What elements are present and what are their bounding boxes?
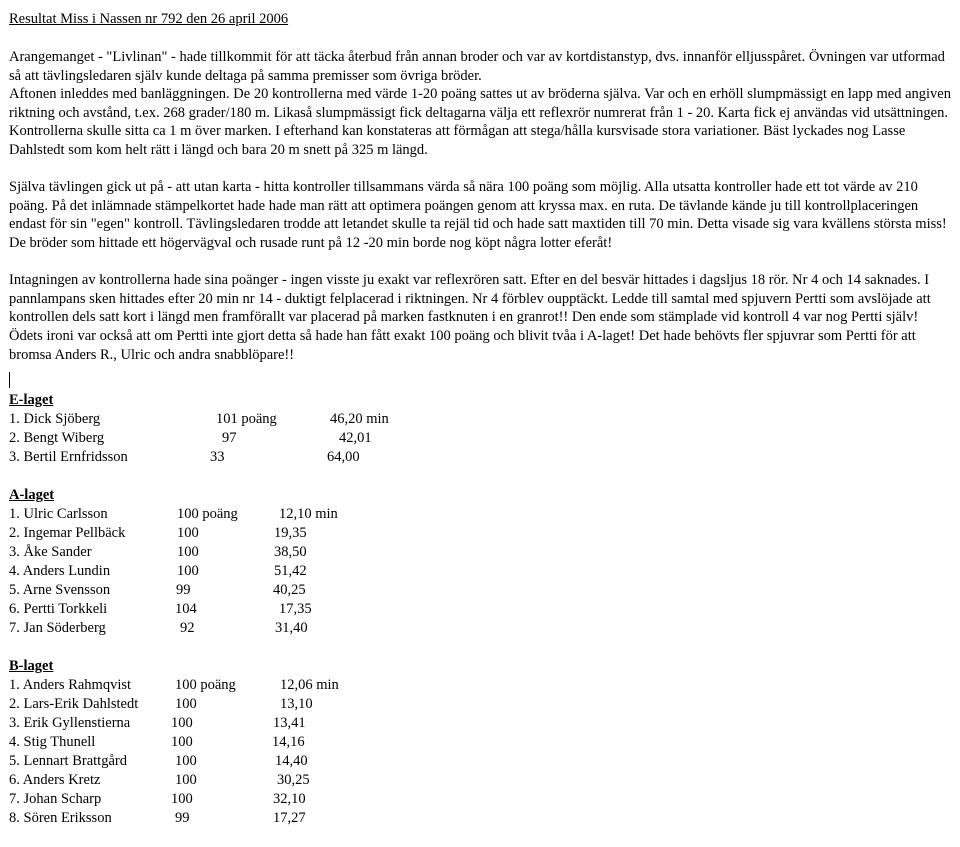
result-time: 12,06 min [280, 677, 339, 693]
result-time: 12,10 min [279, 506, 338, 522]
result-points: 100 poäng [175, 677, 236, 693]
result-name: 6. Pertti Torkkeli [9, 601, 108, 617]
result-time: 19,35 [274, 525, 307, 541]
paragraph-arrangement [9, 48, 953, 160]
result-points: 100 [171, 791, 193, 807]
result-name: 3. Åke Sander [9, 544, 92, 560]
result-points: 100 poäng [177, 506, 238, 522]
paragraph-collection [9, 271, 953, 364]
paragraph-sentence: Arangemanget - "Livlinan" - hade tillkommit för att täcka återbud från annan broder och var av kortdistanstyp, dvs. innanför elljusspåret. Övningen var utformad så att tävlingsledaren själv kunde deltaga på samma premisser som övriga bröder. [9, 49, 945, 84]
result-name: 6. Anders Kretz [9, 772, 101, 788]
text-cursor [9, 372, 10, 388]
result-name: 3. Erik Gyllenstierna [9, 715, 131, 731]
result-name: 2. Lars-Erik Dahlstedt [9, 696, 139, 712]
result-name: 1. Anders Rahmqvist [9, 677, 132, 693]
result-points: 100 [171, 715, 193, 731]
result-points: 92 [180, 620, 195, 636]
result-time: 31,40 [275, 620, 308, 636]
result-name: 1. Ulric Carlsson [9, 506, 108, 522]
result-points: 101 poäng [216, 411, 277, 427]
result-time: 64,00 [327, 449, 360, 465]
result-points: 99 [175, 810, 190, 826]
result-points: 100 [177, 544, 199, 560]
result-points: 97 [222, 430, 237, 446]
result-name: 7. Jan Söderberg [9, 620, 106, 636]
result-time: 17,27 [273, 810, 306, 826]
team-heading-b: B-laget [9, 658, 54, 674]
result-time: 13,41 [273, 715, 306, 731]
result-points: 100 [175, 753, 197, 769]
result-time: 14,16 [272, 734, 305, 750]
result-name: 2. Bengt Wiberg [9, 430, 105, 446]
paragraph-sentence: Aftonen inleddes med banläggningen. De 20 kontrollerna med värde 1-20 poäng sattes ut av bröderna själva. Var och en erhöll slumpmässigt en lapp med angiven riktning och avstånd, t.ex. 268 grader/180 m. Likaså slumpmässigt fick deltagarna välja ett reflexrör numrerat från 1 - 20. Karta fick ej användas vid utsättningen. Kontrollerna skulle sitta ca 1 m över marken. I efterhand kan konstateras att förmågan att stega/hålla kursvisade stora variationer. Bäst lyckades nog Lasse Dahlstedt som kom helt rätt i längd och bara 20 m snett på 325 m längd. [9, 86, 951, 158]
result-time: 42,01 [339, 430, 372, 446]
result-name: 4. Anders Lundin [9, 563, 111, 579]
team-heading-e: E-laget [9, 392, 54, 408]
result-time: 46,20 min [330, 411, 389, 427]
result-time: 32,10 [273, 791, 306, 807]
result-time: 14,40 [275, 753, 308, 769]
paragraph-sentence: Intagningen av kontrollerna hade sina poänger - ingen visste ju exakt var reflexrören satt. Efter en del besvär hittades i dagsljus 18 rör. Nr 4 och 14 saknades. I pannlampans sken hittades efter 20 min nr 14 - duktigt felplacerad i riktningen. Nr 4 förblev oupptäckt. Ledde till samtal med spjuvern Pertti som avslöjade att kontrollen dels satt kort i längd men framförallt var placerad på marken fastknuten i en granrot!! Den ende som stämplade vid kontroll 4 var nog Pertti själv! Ödets ironi var också att om Pertti inte gjort detta så hade han fått exakt 100 poäng och blivit tvåa i A-laget! Det hade behövts fler spjuvrar som Pertti för att bromsa Anders R., Ulric och andra snabblöpare!! [9, 272, 931, 363]
document-title: Resultat Miss i Nassen nr 792 den 26 april 2006 [9, 11, 289, 27]
result-time: 13,10 [280, 696, 313, 712]
paragraph-competition [9, 178, 953, 252]
result-time: 38,50 [274, 544, 307, 560]
result-name: 1. Dick Sjöberg [9, 411, 101, 427]
result-points: 100 [175, 696, 197, 712]
result-points: 33 [210, 449, 225, 465]
result-points: 100 [171, 734, 193, 750]
paragraph-sentence: Själva tävlingen gick ut på - att utan karta - hitta kontroller tillsammans värda så nära 100 poäng som möjlig. Alla utsatta kontroller hade ett tot värde av 210 poäng. På det inlämnade stämpelkortet hade hade man rätt att optimera poängen genom att kryssa max. en ruta. De tävlande kände ju till kontrollplaceringen endast för sin "egen" kontroll. Tävlingsledaren trodde att letandet skulle ta rejäl tid och hade satt maxtiden till 70 min. Detta visade sig vara kvällens största miss! De bröder som hittade ett högervägval och rusade runt på 12 -20 min borde nog köpt några lotter eferåt! [9, 179, 947, 251]
result-points: 100 [175, 772, 197, 788]
result-name: 4. Stig Thunell [9, 734, 96, 750]
result-time: 30,25 [277, 772, 310, 788]
result-name: 7. Johan Scharp [9, 791, 102, 807]
report-text [9, 48, 953, 364]
result-time: 17,35 [279, 601, 312, 617]
team-heading-a: A-laget [9, 487, 55, 503]
result-name: 5. Lennart Brattgård [9, 753, 127, 769]
result-time: 51,42 [274, 563, 307, 579]
result-points: 99 [176, 582, 191, 598]
result-name: 8. Sören Eriksson [9, 810, 112, 826]
result-name: 3. Bertil Ernfridsson [9, 449, 128, 465]
result-points: 100 [177, 525, 199, 541]
result-points: 100 [177, 563, 199, 579]
result-name: 2. Ingemar Pellbäck [9, 525, 126, 541]
result-points: 104 [175, 601, 197, 617]
result-time: 40,25 [273, 582, 306, 598]
result-name: 5. Arne Svensson [9, 582, 111, 598]
